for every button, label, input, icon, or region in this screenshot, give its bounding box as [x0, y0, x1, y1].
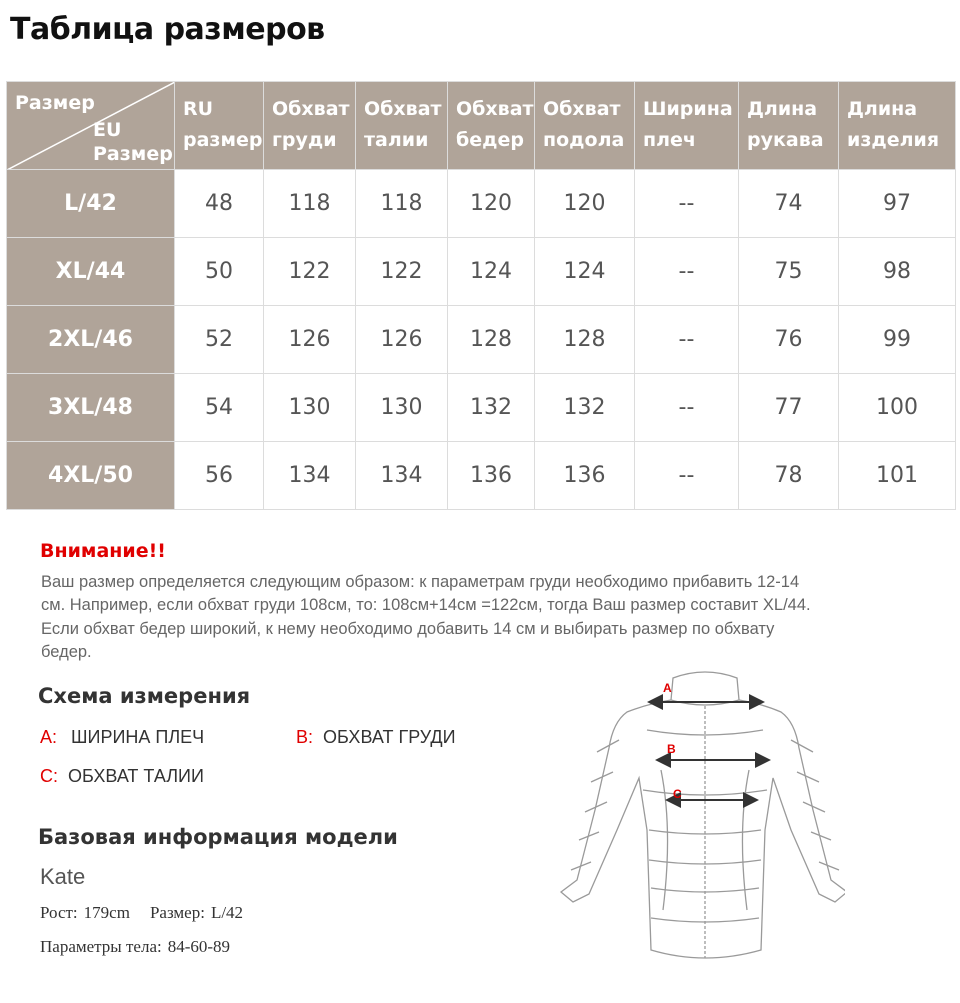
table-cell: 48 — [175, 170, 264, 238]
measure-item-waist — [40, 766, 204, 787]
table-cell: 126 — [264, 306, 356, 374]
scheme-title: Схема измерения — [38, 684, 251, 708]
header-hem: Обхват подола — [535, 82, 635, 170]
header-length: Длина изделия — [839, 82, 956, 170]
table-cell: 98 — [839, 238, 956, 306]
table-cell: 124 — [448, 238, 535, 306]
header-sleeve: Длина рукава — [739, 82, 839, 170]
table-cell: 136 — [535, 442, 635, 510]
table-cell: -- — [635, 442, 739, 510]
table-cell: 100 — [839, 374, 956, 442]
table-cell: 74 — [739, 170, 839, 238]
measure-letter-b: B: — [296, 727, 314, 747]
params-value: 84-60-89 — [167, 937, 231, 956]
table-cell: 76 — [739, 306, 839, 374]
corner-label-eu: EU Размер — [93, 119, 173, 165]
attention-line: бедер. — [41, 642, 92, 661]
table-cell: 97 — [839, 170, 956, 238]
attention-text — [41, 571, 921, 664]
measure-label-chest: ОБХВАТ ГРУДИ — [323, 727, 456, 747]
table-cell: 128 — [535, 306, 635, 374]
model-name: Kate — [40, 864, 86, 889]
table-cell: 120 — [535, 170, 635, 238]
table-cell: 126 — [356, 306, 448, 374]
header-hips: Обхват бедер — [448, 82, 535, 170]
header-chest: Обхват груди — [264, 82, 356, 170]
table-cell: 124 — [535, 238, 635, 306]
page-title: Таблица размеров — [10, 12, 325, 47]
row-size-label: 2XL/46 — [7, 306, 175, 374]
header-waist: Обхват талии — [356, 82, 448, 170]
table-cell: 78 — [739, 442, 839, 510]
table-cell: -- — [635, 170, 739, 238]
table-cell: 132 — [448, 374, 535, 442]
table-row — [7, 442, 956, 510]
model-info-title: Базовая информация модели — [38, 825, 398, 849]
table-cell: 134 — [356, 442, 448, 510]
corner-label-size: Размер — [15, 92, 95, 114]
table-cell: 56 — [175, 442, 264, 510]
measure-item-shoulders — [40, 727, 204, 748]
measure-label-shoulders: ШИРИНА ПЛЕЧ — [71, 727, 205, 747]
table-cell: 132 — [535, 374, 635, 442]
measure-label-waist: ОБХВАТ ТАЛИИ — [68, 766, 204, 786]
attention-title: Внимание!! — [40, 540, 166, 562]
table-row — [7, 238, 956, 306]
row-size-label: L/42 — [7, 170, 175, 238]
table-cell: 120 — [448, 170, 535, 238]
coat-outline — [561, 672, 845, 958]
size-value: L/42 — [210, 903, 244, 922]
table-cell: 77 — [739, 374, 839, 442]
coat-measurement-diagram — [555, 660, 845, 1000]
table-cell: -- — [635, 374, 739, 442]
row-size-label: 3XL/48 — [7, 374, 175, 442]
header-shoulders: Ширина плеч — [635, 82, 739, 170]
height-label: Рост: — [40, 903, 78, 922]
attention-line: Ваш размер определяется следующим образом: к параметрам груди необходимо прибавить 12-14 — [41, 573, 800, 591]
table-cell: 118 — [356, 170, 448, 238]
size-corner-header — [7, 82, 175, 170]
table-cell: 50 — [175, 238, 264, 306]
attention-line: см. Например, если обхват груди 108см, то: 108см+14см =122см, тогда Ваш размер составит XL/44. — [41, 596, 811, 615]
table-cell: 130 — [264, 374, 356, 442]
attention-line: Если обхват бедер широкий, к нему необходимо добавить 14 см и выбирать размер по обхвату — [41, 619, 775, 638]
table-cell: -- — [635, 306, 739, 374]
row-size-label: 4XL/50 — [7, 442, 175, 510]
model-height-size-row — [40, 903, 243, 923]
table-header-row — [7, 82, 956, 170]
height-value: 179cm — [83, 903, 130, 922]
table-cell: 130 — [356, 374, 448, 442]
table-cell: 118 — [264, 170, 356, 238]
table-cell: 54 — [175, 374, 264, 442]
table-cell: 128 — [448, 306, 535, 374]
table-cell: 75 — [739, 238, 839, 306]
size-label: Размер: — [149, 903, 205, 922]
table-row — [7, 374, 956, 442]
table-cell: 122 — [356, 238, 448, 306]
table-cell: 101 — [839, 442, 956, 510]
params-label: Параметры тела: — [40, 937, 162, 956]
table-cell: 52 — [175, 306, 264, 374]
header-ru-size: RU размер — [175, 82, 264, 170]
table-cell: 134 — [264, 442, 356, 510]
row-size-label: XL/44 — [7, 238, 175, 306]
diagram-marker-a: A — [663, 681, 672, 695]
measure-letter-a: A: — [40, 727, 58, 747]
model-params-row — [40, 937, 230, 957]
table-cell: 136 — [448, 442, 535, 510]
table-cell: -- — [635, 238, 739, 306]
diagram-marker-b: B — [667, 742, 676, 756]
size-table — [6, 81, 956, 510]
table-row — [7, 306, 956, 374]
table-row — [7, 170, 956, 238]
measure-letter-c: C: — [40, 766, 58, 786]
table-cell: 99 — [839, 306, 956, 374]
diagram-marker-c: C — [673, 787, 682, 801]
table-cell: 122 — [264, 238, 356, 306]
measure-item-chest — [296, 727, 456, 748]
